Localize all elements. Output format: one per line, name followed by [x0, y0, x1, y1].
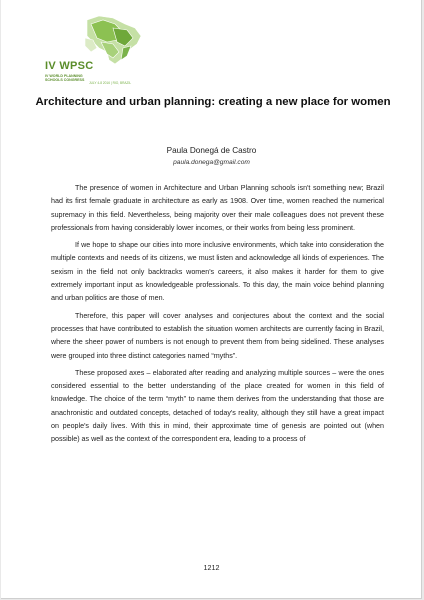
paper-body — [51, 182, 384, 451]
congress-logo — [27, 14, 167, 84]
body-paragraph: If we hope to shape our cities into more inclusive environments, which take into consideration the multiple contexts and needs of its citizens, we must listen and acknowledge all kinds of experiences. The sexism in the field not only backtracks women's careers, it also makes it harder for them to give extremely important input as knowledgeable professionals. To this day, the main voice behind planning and urban politics are those of men. — [51, 241, 384, 303]
body-paragraph: These proposed axes – elaborated after reading and analyzing multiple sources – were the ones considered essential to the better understanding of the place created for women in this field of knowledge. The choice of the term “myth” to name them derives from the understanding that those are anachronistic and outdated concepts, detached of today's reality, although they still have a great impact on people's daily lives. With this in mind, their approximate time of genesis are pointed out (when possible) as well as the context of the correspondent era, leading to a process of — [51, 368, 384, 444]
author-email: paula.donega@gmail.com — [173, 159, 250, 166]
logo-location: JULY 4-8 2016 | RIO, BRAZIL — [89, 81, 132, 85]
logo-title: IV WPSC — [45, 60, 94, 72]
page-number: 1212 — [203, 563, 220, 572]
body-paragraph: The presence of women in Architecture and Urban Planning schools isn't something new; Brazil had its first female graduate in architecture as early as 1908. Over time, women reached the numerical supremacy in this field. Nevertheless, being majority over their male colleagues does not prevent these professionals from having considerably lower incomes, or their works from being less prominent. — [51, 184, 384, 232]
document-page — [1, 0, 422, 599]
paper-title: Architecture and urban planning: creating a new place for women — [35, 96, 391, 108]
body-paragraph: Therefore, this paper will cover analyses and conjectures about the context and the social processes that have contributed to establish the situation women architects are currently facing in Brazil, where the sheer power of numbers is not enough to prevent them from being sidelined. These analyses were grouped into three distinct categories named “myths”. — [51, 311, 384, 360]
logo-subtitle: IV WORLD PLANNING SCHOOLS CONGRESS — [45, 74, 85, 83]
author-name: Paula Donegá de Castro — [166, 146, 257, 155]
